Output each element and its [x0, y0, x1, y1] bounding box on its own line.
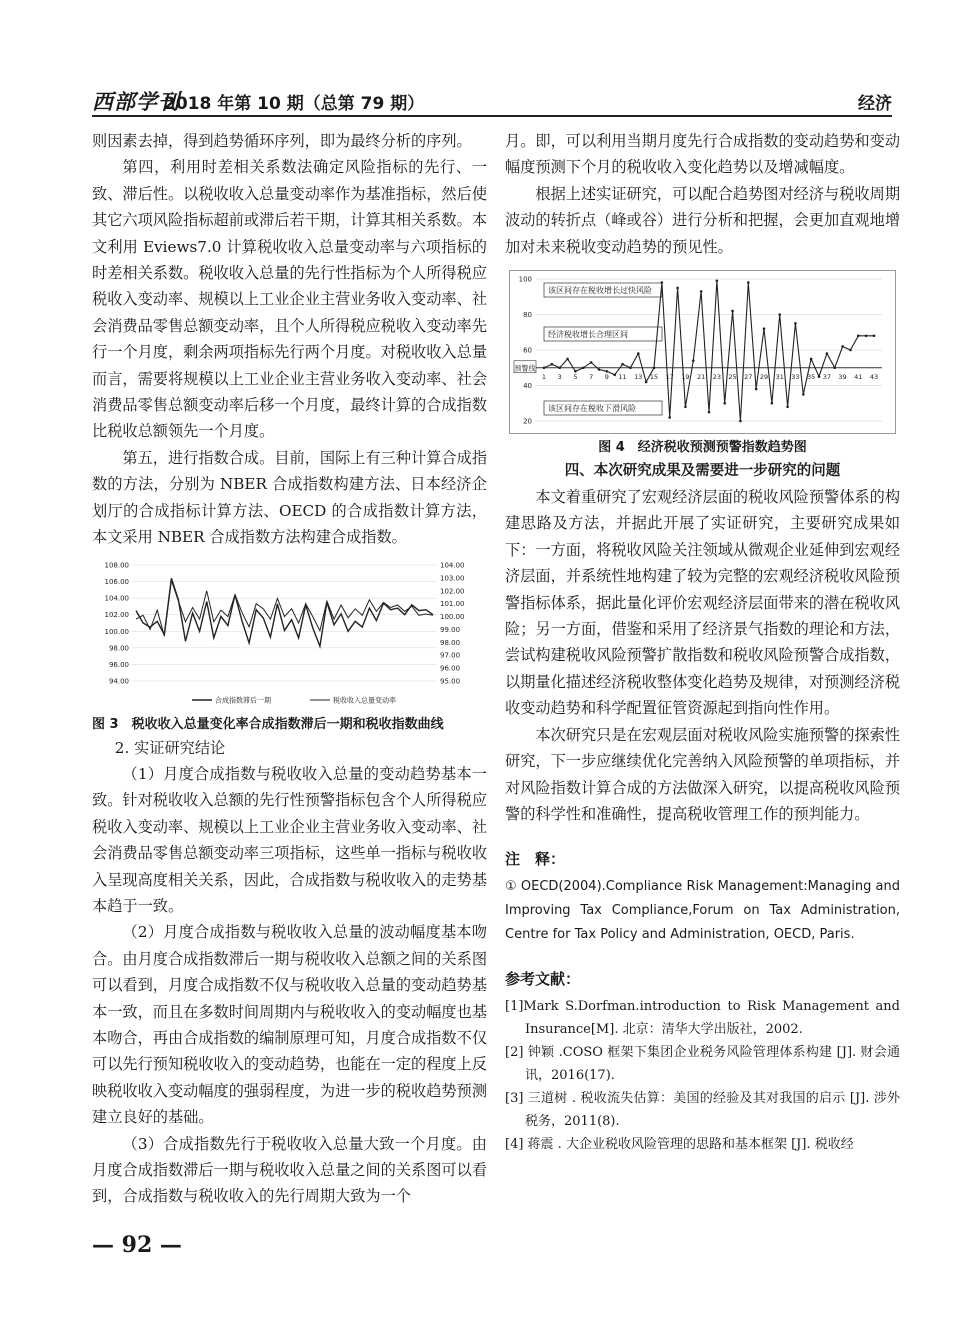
x-tick-label: 1: [541, 372, 547, 381]
left-tick-label: 104.00: [104, 594, 129, 603]
right-paragraph-3: 本文着重研究了宏观经济层面的税收风险预警体系的构建思路及方法，并据此开展了实证研究，主要研究成果如下：一方面，将税收风险关注领域从微观企业延伸到宏观经济层面，并系统性地构建了较为完整的宏观经济税收风险预警指标体系，据此量化评价宏观经济层面带来的潜在税收风险；另一方面，借鉴和采用了经济景气指数的理论和方法，尝试构建税收风险预警扩散指数和税收风险预警合成指数，以期量化描述经济税收整体变化趋势及规律，对预测经济税收变动趋势和科学配置征管资源起到指向性作用。: [505, 488, 900, 718]
x-tick-label: 29: [759, 372, 769, 381]
left-tick-label: 98.00: [108, 643, 129, 652]
index-point: [566, 358, 569, 361]
right-tick-label: 99.00: [440, 625, 461, 634]
x-tick-label: 33: [791, 372, 800, 381]
left-paragraph-2: 第四，利用时差相关系数法确定风险指标的先行、一致、滞后性。以税收收入总量变动率作为基准指标，然后使其它六项风险指标超前或滞后若干期，计算其相关系数。本文利用 Eviews7.0 计算税收收入总量变动率与六项指标的时差相关系数。税收收入总量的先行性指标为个人所得税应税收入变动率、规模以上工业企业主营业务收入变动率、社会消费品零售总额变动率，且个人所得税应税收入变动率先行一个月度，剩余两项指标先行两个月度。对税收收入总量而言，需要将规模以上工业企业主营业务收入变动率、社会消费品零售总额变动率后移一个月度，最终计算的合成指数比税收总额领先一个月度。: [92, 158, 487, 441]
reference-item: [3] 三道树 . 税收流失估算：美国的经验及其对我国的启示 [J]. 涉外税务，2011(8).: [505, 1091, 900, 1130]
x-tick-label: 5: [573, 372, 578, 381]
index-point: [558, 366, 561, 369]
index-point: [645, 381, 648, 384]
right-tick-label: 96.00: [440, 664, 461, 673]
references-title: 参考文献：: [505, 970, 581, 989]
right-tick-label: 101.00: [440, 599, 465, 608]
x-tick-label: 37: [822, 372, 831, 381]
index-point: [668, 416, 671, 419]
conclusion-1: （1）月度合成指数与税收收入总量的变动趋势基本一致。针对税收收入总额的先行性预警指标包含个人所得税应税收入变动率、规模以上工业企业主营业务收入变动率、社会消费品零售总额变动率三项指标，这些单一指标与税收收入呈现高度相关关系，因此，合成指数与税收收入的走势基本趋于一致。: [92, 764, 487, 915]
left-column: [92, 128, 487, 1210]
x-tick-label: 13: [634, 372, 643, 381]
left-tick-label: 96.00: [108, 660, 129, 669]
right-tick-label: 97.00: [440, 651, 461, 660]
x-tick-label: 27: [744, 372, 753, 381]
header-rule: [92, 115, 892, 117]
section-name: 经济: [858, 94, 892, 114]
index-point: [723, 402, 726, 405]
x-tick-label: 25: [728, 372, 737, 381]
left-tick-label: 94.00: [108, 677, 129, 685]
y-tick-label: 40: [523, 382, 532, 391]
index-point: [543, 366, 546, 369]
index-point: [731, 310, 734, 313]
index-point: [700, 290, 703, 293]
reference-item: [4] 蒋震 . 大企业税收风险管理的思路和基本框架 [J]. 税收经: [505, 1137, 854, 1153]
right-paragraph-1: 月。即，可以利用当期月度先行合成指数的变动趋势和变动幅度预测下个月的税收收入变化趋势以及增减幅度。: [505, 132, 900, 177]
index-point: [865, 335, 868, 338]
page-number: — 92 —: [92, 1232, 182, 1258]
x-tick-label: 19: [681, 372, 690, 381]
index-point: [661, 281, 664, 284]
index-point: [778, 313, 781, 316]
index-point: [857, 335, 860, 338]
right-tick-label: 102.00: [440, 586, 465, 595]
x-tick-label: 15: [649, 372, 659, 381]
y-tick-label: 100: [518, 275, 532, 284]
index-point: [786, 406, 789, 409]
x-tick-label: 23: [712, 372, 721, 381]
index-point: [794, 322, 797, 325]
index-point: [692, 359, 695, 362]
annotation-label: 该区间存在税收下滑风险: [548, 404, 636, 414]
index-point: [590, 361, 593, 364]
y-tick-label: 80: [523, 311, 532, 320]
annotation-label: 经济税收增长合理区间: [548, 330, 628, 340]
index-point: [747, 281, 750, 284]
left-paragraph-3: 第五，进行指数合成。目前，国际上有三种计算合成指数的方法，分别为 NBER 合成指数构建方法、日本经济企划厅的合成指标计算方法、OECD 的合成指数计算方法，本文采用 NBER 合成指数方法构建合成指数。: [92, 448, 487, 547]
legend-label: 合成指数滞后一期: [215, 696, 271, 704]
right-tick-label: 100.00: [440, 612, 465, 621]
right-tick-label: 95.00: [440, 677, 461, 685]
figure-4-chart: [509, 270, 896, 434]
index-point: [637, 352, 640, 355]
index-point: [802, 393, 805, 396]
index-point: [818, 375, 821, 378]
figure-4-caption: 图 4 经济税收预测预警指数趋势图: [598, 440, 807, 456]
subsection-title: 2. 实证研究结论: [114, 738, 226, 757]
index-point: [653, 366, 656, 369]
section-4-title: 四、本次研究成果及需要进一步研究的问题: [564, 463, 841, 480]
conclusion-2: （2）月度合成指数与税收收入总量的波动幅度基本吻合。由月度合成指数滞后一期与税收收入总额之间的关系图可以看到，月度合成指数不仅与税收收入总量的变动趋势基本一致，而且在多数时间周期内与税收收入的变动幅度也基本吻合，再由合成指数的编制原理可知，月度合成指数不仅可以先行预知税收收入的变动趋势，也能在一定的程度上反映税收收入变动幅度的强弱程度，为进一步的税收趋势预测建立良好的基础。: [92, 923, 487, 1127]
index-point: [613, 374, 616, 377]
index-point: [676, 287, 679, 290]
index-point: [708, 411, 711, 414]
series-line: [136, 578, 433, 646]
reference-item: [1]Mark S.Dorfman.introduction to Risk Management and Insurance[M]. 北京：清华大学出版社，2002.: [505, 999, 900, 1038]
reference-item: [2] 钟颖 .COSO 框架下集团企业税务风险管理体系构建 [J]. 财会通讯，2016(17).: [505, 1045, 900, 1084]
legend-label: 税收收入总量变动率: [333, 696, 396, 704]
right-tick-label: 103.00: [440, 573, 465, 582]
x-tick-label: 43: [869, 372, 879, 381]
conclusion-3: （3）合成指数先行于税收收入总量大致一个月度。由月度合成指数滞后一期与税收收入总量之间的关系图可以看到，合成指数与税收收入的先行周期大致为一个: [92, 1134, 487, 1206]
x-tick-label: 3: [557, 372, 562, 381]
page-header: [92, 86, 892, 114]
x-tick-label: 41: [854, 372, 863, 381]
index-point: [629, 366, 632, 369]
figure-3-chart: [92, 559, 487, 709]
x-tick-label: 39: [838, 372, 847, 381]
x-tick-label: 21: [697, 372, 706, 381]
annotation-label: 该区间存在税收增长过快风险: [548, 286, 652, 296]
left-tick-label: 102.00: [104, 610, 129, 619]
x-tick-label: 9: [604, 372, 609, 381]
x-tick-label: 17: [665, 372, 674, 381]
index-point: [810, 358, 813, 361]
left-tick-label: 106.00: [104, 577, 129, 586]
index-point: [771, 402, 774, 405]
x-tick-label: 11: [618, 372, 627, 381]
x-tick-label: 31: [775, 372, 784, 381]
index-point: [841, 345, 844, 348]
left-paragraph-1: 则因素去掉，得到趋势循环序列，即为最终分析的序列。: [92, 132, 472, 150]
index-point: [849, 349, 852, 352]
x-tick-label: 35: [807, 372, 816, 381]
right-tick-label: 98.00: [440, 638, 461, 647]
left-tick-label: 100.00: [104, 627, 129, 636]
index-point: [582, 366, 585, 369]
y-tick-label: 20: [523, 417, 532, 426]
warning-line-label: 预警线: [514, 364, 536, 373]
index-point: [551, 363, 554, 366]
right-tick-label: 104.00: [440, 561, 465, 569]
right-paragraph-2: 根据上述实证研究，可以配合趋势图对经济与税收周期波动的转折点（峰或谷）进行分析和把握，会更加直观地增加对未来税收变动趋势的预见性。: [505, 184, 900, 256]
note-1: ① OECD(2004).Compliance Risk Management:Managing and Improving Tax Compliance,Forum on Tax Administration, Centre for Tax Policy and Administration, OECD, Paris.: [505, 879, 900, 943]
index-point: [763, 327, 766, 330]
journal-logo: 西部学刊: [92, 89, 180, 114]
index-point: [684, 406, 687, 409]
index-point: [739, 420, 742, 423]
index-point: [833, 366, 836, 369]
index-point: [826, 352, 829, 355]
index-point: [621, 363, 624, 366]
notes-title: 注 释：: [505, 850, 566, 869]
left-tick-label: 108.00: [104, 561, 129, 569]
index-point: [574, 370, 577, 373]
index-point: [598, 368, 601, 371]
index-point: [716, 280, 719, 283]
index-point: [755, 388, 758, 391]
right-column: [505, 128, 900, 1156]
index-line: [541, 281, 874, 421]
right-paragraph-4: 本次研究只是在宏观层面对税收风险实施预警的探索性研究，下一步应继续优化完善纳入风险预警的单项指标，并对风险指数计算合成的方法做深入研究，以提高税收风险预警的科学性和准确性，提高税收管理工作的预判能力。: [505, 725, 900, 823]
figure-3-caption: 图 3 税收收入总量变化率合成指数滞后一期和税收指数曲线: [92, 716, 444, 732]
index-point: [873, 335, 876, 338]
x-tick-label: 7: [589, 372, 594, 381]
issue-info: 2018 年第 10 期（总第 79 期）: [164, 94, 425, 114]
y-tick-label: 60: [523, 346, 532, 355]
index-point: [606, 370, 609, 373]
